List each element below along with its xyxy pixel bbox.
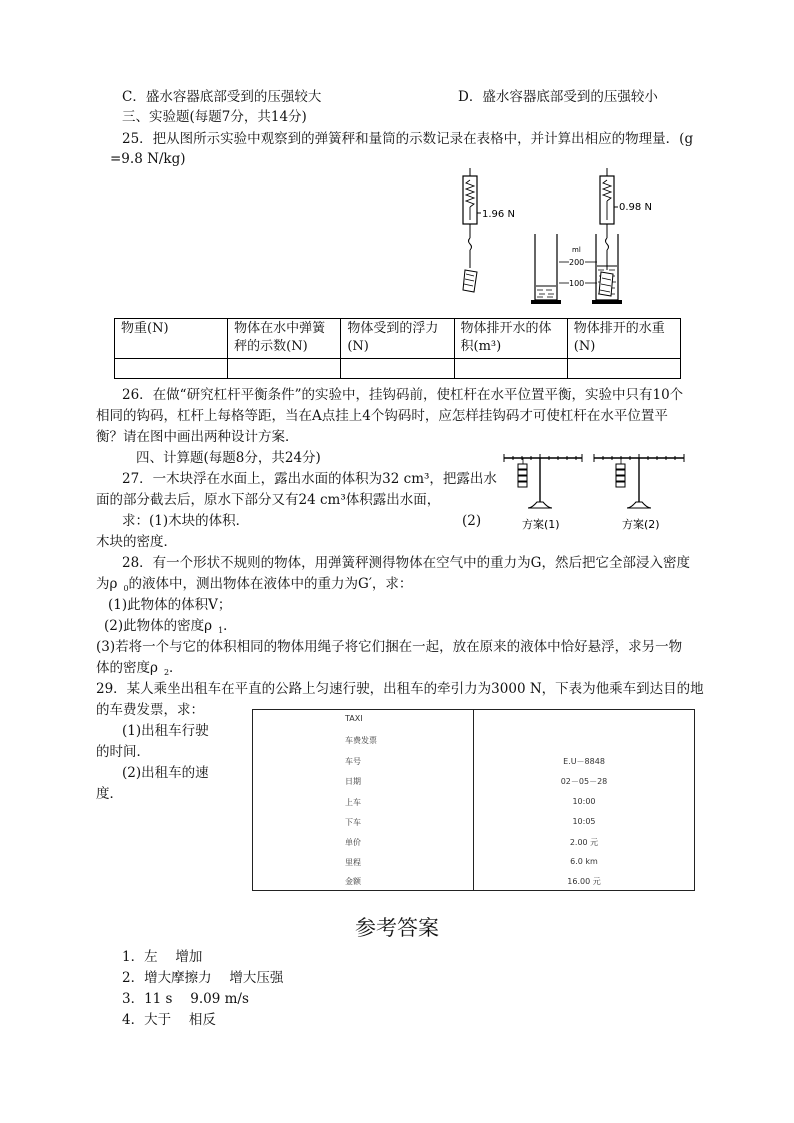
receipt-subtitle-row: 车费发票 xyxy=(345,736,377,745)
table-cell xyxy=(115,359,228,379)
lever-figures xyxy=(494,446,694,536)
taxi-receipt xyxy=(252,709,695,891)
reading-2: 0.98 N xyxy=(619,202,652,213)
table-header-cell: 物体受到的浮力 (N) xyxy=(341,319,454,359)
scheme-2-label: 方案(2) xyxy=(622,518,660,531)
lever-1 xyxy=(504,454,582,508)
option-c: C．盛水容器底部受到的压强较大 xyxy=(122,89,322,105)
table-cell xyxy=(454,359,567,379)
q26-line1: 26．在做“研究杠杆平衡条件”的实验中，挂钩码前，使杠杆在水平位置平衡，实验中只有10个 xyxy=(122,387,684,403)
spring-scale-1 xyxy=(463,168,481,292)
q28-line2: 为ρ $_0$的液体中，测出物体在液体中的重力为G′，求： xyxy=(96,576,413,593)
reading-1: 1.96 N xyxy=(482,209,515,220)
ml-unit: ml xyxy=(572,246,581,254)
q27-line1: 27．一木块浮在水面上，露出水面的体积为32 cm³，把露出水 xyxy=(122,471,497,487)
q27-line2: 面的部分截去后，原水下部分又有24 cm³体积露出水面， xyxy=(96,492,441,508)
q28-item3b: 体的密度ρ $_2$． xyxy=(96,660,183,677)
q29-sub2b: 度． xyxy=(96,786,123,802)
q26-line3: 衡？请在图中画出两种设计方案． xyxy=(96,429,299,445)
q28-item3: (3)若将一个与它的体积相同的物体用绳子将它们捆在一起，放在原来的液体中恰好悬浮，求另一物 xyxy=(96,639,683,655)
answer-item: 2．增大摩擦力 增大压强 xyxy=(122,970,284,986)
receipt-row: 下车 10:05 xyxy=(345,817,596,827)
spring-scale-2 xyxy=(600,168,618,270)
table-header-cell: 物体在水中弹簧 秤的示数(N) xyxy=(228,319,341,359)
cylinder-1 xyxy=(531,234,561,304)
table-header-cell: 物重(N) xyxy=(115,319,228,359)
q25-table xyxy=(114,318,681,379)
answer-item: 3．11 s 9.09 m/s xyxy=(122,991,249,1007)
section4-title: 四、计算题(每题8分，共24分) xyxy=(136,450,321,466)
q25-figure xyxy=(455,168,655,310)
table-cell xyxy=(228,359,341,379)
q29-sub1b: 的时间． xyxy=(96,744,150,760)
q29-sub1a: (1)出租车行驶 xyxy=(122,723,209,739)
q29-sub2a: (2)出租车的速 xyxy=(122,765,209,781)
table-cell xyxy=(341,359,454,379)
q25-line2: =9.8 N/kg) xyxy=(110,151,186,167)
receipt-row: 单价 2.00 元 xyxy=(345,838,599,847)
receipt-row: 车号 E.U－8848 xyxy=(345,757,605,766)
q27-mark2: (2) xyxy=(462,513,482,529)
answer-item: 1．左 增加 xyxy=(122,949,203,965)
q29-line1: 29．某人乘坐出租车在平直的公路上匀速行驶，出租车的牵引力为3000 N，下表为他乘车到达目的地 xyxy=(96,681,704,697)
answer-item: 4．大于 相反 xyxy=(122,1012,216,1028)
q29-line2: 的车费发票，求： xyxy=(96,702,204,718)
table-header-cell: 物体排开的水重 (N) xyxy=(567,319,680,359)
mark-100: 100 xyxy=(569,279,585,288)
receipt-row: 里程 6.0 km xyxy=(345,857,598,867)
answer-title: 参考答案 xyxy=(355,916,439,940)
table-header-cell: 物体排开水的体 积(m³) xyxy=(454,319,567,359)
q26-line2: 相同的钩码，杠杆上每格等距，当在A点挂上4个钩码时，应怎样挂钩码才可使杠杆在水平位置平 xyxy=(96,408,668,424)
receipt-row: 日期 02－05－28 xyxy=(345,777,608,786)
lever-2 xyxy=(594,454,684,508)
q27-line4: 木块的密度． xyxy=(96,534,177,550)
receipt-row: 上车 10:00 xyxy=(345,797,596,807)
table-cell xyxy=(567,359,680,379)
scheme-1-label: 方案(1) xyxy=(522,518,560,531)
receipt-row: 金额 16.00 元 xyxy=(345,877,601,886)
table-row xyxy=(115,359,681,379)
receipt-title-row: TAXI xyxy=(345,714,363,723)
section3-title: 三、实验题(每题7分，共14分) xyxy=(122,109,307,125)
q25-line1: 25．把从图所示实验中观察到的弹簧秤和量筒的示数记录在表格中，并计算出相应的物理量．(g xyxy=(122,131,694,147)
option-d: D．盛水容器底部受到的压强较小 xyxy=(458,89,658,105)
q28-item2: (2)此物体的密度ρ $_1$． xyxy=(104,618,237,635)
q28-line1: 28．有一个形状不规则的物体，用弹簧秤测得物体在空气中的重力为G，然后把它全部浸入密度 xyxy=(122,555,690,571)
q27-line3: 求：(1)木块的体积． xyxy=(122,513,250,529)
q28-item1: (1)此物体的体积V； xyxy=(108,597,232,613)
table-header-row xyxy=(115,319,681,359)
mark-200: 200 xyxy=(569,258,585,267)
